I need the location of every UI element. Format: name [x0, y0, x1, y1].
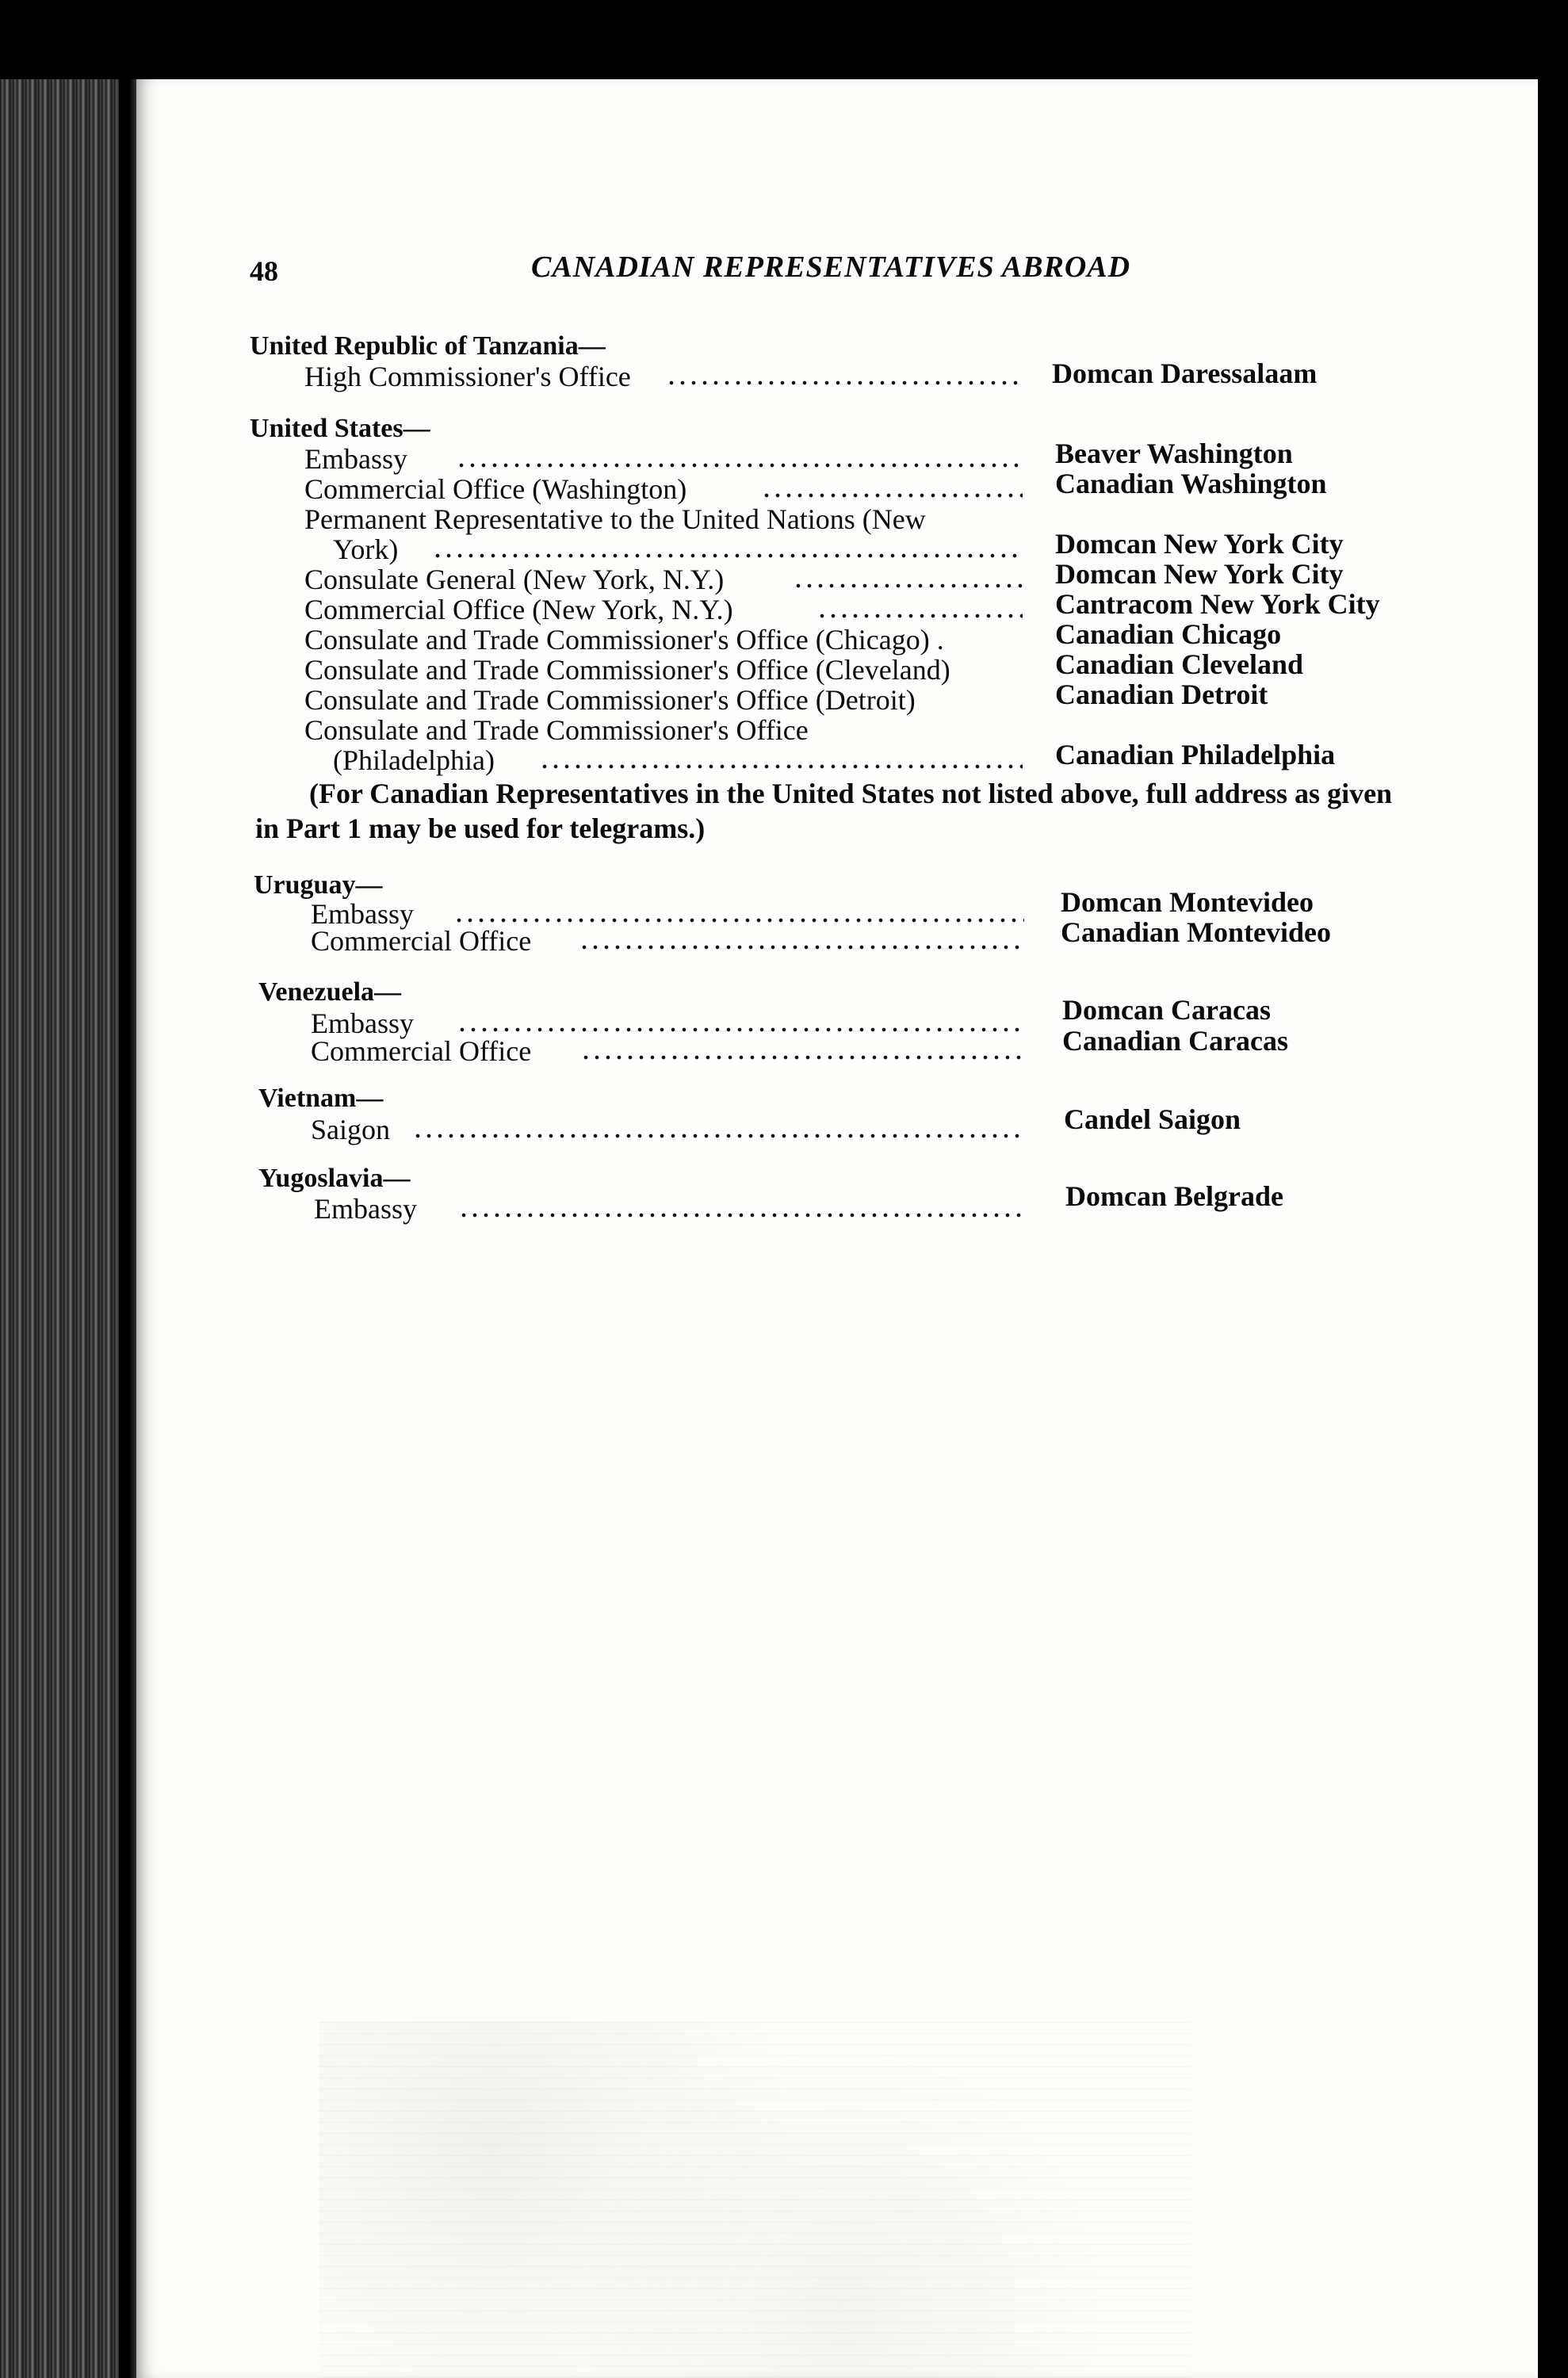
dot-leader	[458, 1213, 1026, 1218]
country-heading-yugoslavia: Yugoslavia—	[258, 1164, 411, 1193]
country-heading-tanzania: United Republic of Tanzania—	[250, 331, 606, 361]
dot-leader	[817, 614, 1023, 618]
entry-label: High Commissioner's Office	[304, 361, 631, 392]
entry-label: Saigon	[311, 1114, 391, 1145]
entry-label: Permanent Representative to the United Nations (New	[304, 503, 926, 535]
entry-label: Consulate and Trade Commissioner's Office (Chicago) .	[304, 624, 944, 656]
dot-leader	[457, 1027, 1024, 1032]
entry-label: Embassy	[311, 898, 414, 930]
entry-label: Commercial Office	[311, 925, 532, 957]
entry-label: Consulate and Trade Commissioner's Office	[304, 714, 809, 746]
entry-label: Commercial Office (New York, N.Y.)	[304, 594, 733, 625]
page-right-edge	[1538, 79, 1568, 2378]
page-left-edge	[119, 79, 136, 2378]
dot-leader	[412, 1134, 1026, 1138]
page-number: 48	[250, 255, 278, 287]
bleed-through-texture	[319, 2021, 1191, 2378]
telegraphic-address: Candel Saigon	[1064, 1103, 1241, 1135]
footnote-line: (For Canadian Representatives in the United States not listed above, full address as given	[309, 778, 1393, 809]
country-heading-vietnam: Vietnam—	[258, 1084, 384, 1113]
telegraphic-address: Canadian Chicago	[1055, 618, 1282, 650]
entry-label: Embassy	[311, 1007, 414, 1039]
scanner-top-border	[0, 0, 1568, 79]
dot-leader	[432, 553, 1023, 558]
entry-label: Commercial Office	[311, 1035, 532, 1067]
entry-label-continued: York)	[333, 533, 399, 565]
telegraphic-address: Canadian Washington	[1055, 468, 1327, 499]
telegraphic-address: Domcan New York City	[1055, 528, 1344, 560]
book-spine-gutter	[0, 79, 139, 2378]
telegraphic-address: Canadian Caracas	[1062, 1025, 1289, 1057]
entry-label: Embassy	[304, 443, 407, 475]
entry-label: Consulate General (New York, N.Y.)	[304, 564, 725, 595]
telegraphic-address: Canadian Detroit	[1055, 679, 1268, 710]
footnote-line: in Part 1 may be used for telegrams.)	[255, 812, 706, 844]
telegraphic-address: Domcan Belgrade	[1065, 1180, 1283, 1212]
telegraphic-address: Domcan New York City	[1055, 558, 1344, 590]
telegraphic-address: Cantracom New York City	[1055, 588, 1380, 620]
entry-label: Commercial Office (Washington)	[304, 473, 687, 505]
dot-leader	[793, 583, 1023, 588]
country-heading-uruguay: Uruguay—	[254, 870, 383, 900]
entry-label-continued: (Philadelphia)	[333, 744, 495, 776]
telegraphic-address: Canadian Cleveland	[1055, 648, 1304, 680]
entry-label: Consulate and Trade Commissioner's Office (Detroit)	[304, 684, 916, 716]
telegraphic-address: Canadian Philadelphia	[1055, 739, 1336, 770]
dot-leader	[453, 918, 1024, 923]
dot-leader	[539, 764, 1023, 769]
telegraphic-address: Canadian Montevideo	[1061, 916, 1332, 948]
entry-label: Consulate and Trade Commissioner's Office (Cleveland)	[304, 654, 950, 686]
entry-label: Embassy	[314, 1193, 417, 1225]
country-heading-united-states: United States—	[250, 414, 430, 443]
country-heading-venezuela: Venezuela—	[258, 977, 402, 1007]
telegraphic-address: Beaver Washington	[1055, 438, 1293, 469]
telegraphic-address: Domcan Caracas	[1062, 994, 1271, 1026]
dot-leader	[666, 380, 1023, 385]
dot-leader	[761, 493, 1023, 498]
dot-leader	[580, 1055, 1024, 1060]
dot-leader	[579, 945, 1024, 950]
dot-leader	[456, 463, 1023, 468]
telegraphic-address: Domcan Daressalaam	[1052, 357, 1318, 389]
telegraphic-address: Domcan Montevideo	[1061, 886, 1314, 918]
running-head: CANADIAN REPRESENTATIVES ABROAD	[531, 250, 1131, 284]
